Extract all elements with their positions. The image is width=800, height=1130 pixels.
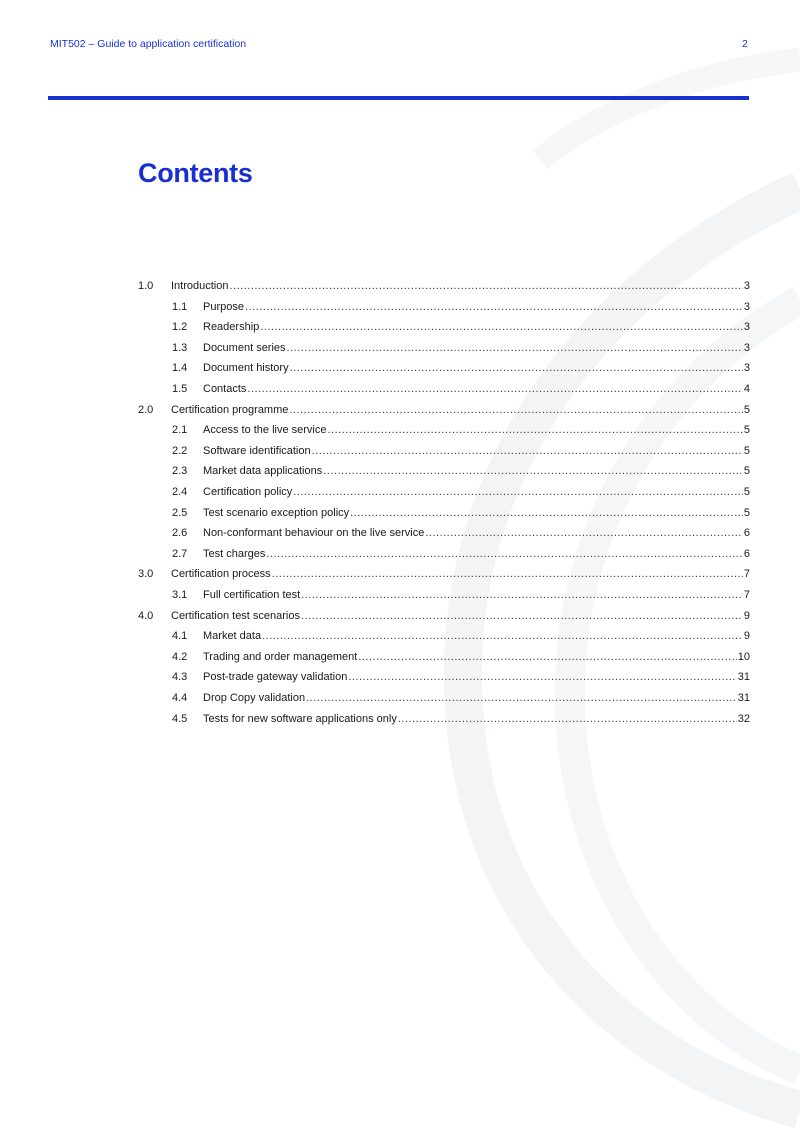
toc-entry[interactable] <box>0 400 800 420</box>
toc-entry-number: 2.0 <box>138 403 154 416</box>
toc-entry[interactable] <box>0 667 800 687</box>
toc-entry[interactable] <box>0 647 800 667</box>
toc-entry-label: Contacts <box>203 383 247 395</box>
toc-entry[interactable] <box>0 358 800 378</box>
toc-entry-label: Document history <box>203 362 289 375</box>
toc-entry-page: 3 <box>743 280 750 292</box>
toc-entry-number: 2.6 <box>172 527 188 540</box>
toc-entry-page: 5 <box>743 486 750 498</box>
toc-entry-number: 2.1 <box>172 424 188 437</box>
toc-entry-link[interactable] <box>171 564 750 584</box>
toc-dot-leader <box>260 317 743 337</box>
toc-entry-page: 3 <box>743 341 750 354</box>
toc-entry[interactable] <box>0 317 800 337</box>
toc-entry-page: 3 <box>743 321 750 334</box>
toc-dot-leader <box>247 379 742 399</box>
toc-entry-link[interactable] <box>203 667 750 687</box>
toc-entry[interactable] <box>0 276 800 296</box>
toc-dot-leader <box>245 297 743 317</box>
toc-entry-number: 4.3 <box>172 671 188 684</box>
toc-entry-label: Introduction <box>171 280 229 292</box>
toc-dot-leader <box>229 276 742 296</box>
toc-entry-link[interactable] <box>171 400 750 420</box>
toc-entry-number: 3.0 <box>138 568 154 581</box>
toc-entry-link[interactable] <box>203 544 750 564</box>
toc-entry-page: 3 <box>743 362 750 375</box>
toc-entry-page: 5 <box>743 444 750 457</box>
toc-entry-page: 7 <box>743 589 750 601</box>
toc-entry[interactable] <box>0 688 800 708</box>
toc-entry[interactable] <box>0 441 800 461</box>
toc-entry-page: 10 <box>737 650 750 663</box>
toc-dot-leader <box>287 338 743 358</box>
header-document-title: MIT502 – Guide to application certification <box>50 38 247 50</box>
toc-entry-link[interactable] <box>203 420 750 440</box>
toc-entry-number: 4.0 <box>138 609 154 622</box>
toc-dot-leader <box>289 400 743 420</box>
toc-entry-link[interactable] <box>203 358 750 378</box>
toc-entry-label: Market data <box>203 630 262 643</box>
toc-dot-leader <box>358 647 736 667</box>
toc-entry-label: Certification policy <box>203 486 293 498</box>
toc-entry[interactable] <box>0 626 800 646</box>
toc-entry[interactable] <box>0 503 800 523</box>
toc-entry-link[interactable] <box>203 647 750 667</box>
toc-entry-number: 4.4 <box>172 692 188 704</box>
toc-entry-page: 5 <box>743 465 750 478</box>
toc-dot-leader <box>328 420 743 440</box>
toc-entry-label: Post-trade gateway validation <box>203 671 348 684</box>
toc-entry-link[interactable] <box>203 503 750 523</box>
toc-entry-number: 1.2 <box>172 321 188 334</box>
toc-entry-number: 1.5 <box>172 383 188 395</box>
toc-entry-link[interactable] <box>203 317 750 337</box>
toc-entry-number: 2.2 <box>172 444 188 457</box>
toc-entry-link[interactable] <box>171 606 750 626</box>
toc-entry-link[interactable] <box>203 626 750 646</box>
toc-entry-number: 2.3 <box>172 465 188 478</box>
page-title: Contents <box>138 158 253 188</box>
toc-entry-number: 1.4 <box>172 362 188 375</box>
toc-entry-link[interactable] <box>203 585 750 605</box>
toc-entry-label: Test charges <box>203 547 266 560</box>
toc-dot-leader <box>266 544 743 564</box>
toc-dot-leader <box>312 441 743 461</box>
toc-dot-leader <box>272 564 743 584</box>
toc-entry-page: 5 <box>743 424 750 437</box>
toc-dot-leader <box>425 523 743 543</box>
toc-dot-leader <box>290 358 743 378</box>
toc-entry[interactable] <box>0 564 800 584</box>
toc-dot-leader <box>306 688 737 708</box>
toc-entry-number: 1.3 <box>172 341 188 354</box>
toc-entry-number: 4.1 <box>172 630 188 643</box>
toc-entry[interactable] <box>0 461 800 481</box>
toc-entry-link[interactable] <box>203 482 750 502</box>
toc-entry-label: Tests for new software applications only <box>203 712 397 725</box>
header-page-number: 2 <box>742 38 748 50</box>
toc-entry-label: Full certification test <box>203 589 301 601</box>
toc-entry-link[interactable] <box>171 276 750 296</box>
toc-entry-link[interactable] <box>203 709 750 729</box>
toc-entry[interactable] <box>0 709 800 729</box>
toc-entry-label: Purpose <box>203 300 244 313</box>
toc-dot-leader <box>293 482 743 502</box>
toc-entry-page: 7 <box>743 568 750 581</box>
toc-entry-link[interactable] <box>203 338 750 358</box>
toc-entry[interactable] <box>0 544 800 564</box>
toc-entry-label: Document series <box>203 341 286 354</box>
toc-dot-leader <box>323 461 743 481</box>
toc-entry-page: 5 <box>743 403 750 416</box>
toc-entry[interactable] <box>0 297 800 317</box>
toc-entry[interactable] <box>0 379 800 399</box>
toc-entry-link[interactable] <box>203 441 750 461</box>
toc-entry-number: 2.5 <box>172 506 188 519</box>
toc-entry-page: 6 <box>743 527 750 540</box>
toc-entry-label: Readership <box>203 321 260 334</box>
toc-entry-link[interactable] <box>203 523 750 543</box>
toc-entry-label: Software identification <box>203 444 311 457</box>
toc-entry[interactable] <box>0 338 800 358</box>
toc-entry-page: 5 <box>743 506 750 519</box>
toc-entry-page: 9 <box>743 630 750 643</box>
toc-entry-number: 4.5 <box>172 712 188 725</box>
toc-entry-number: 1.1 <box>172 300 188 313</box>
toc-entry-number: 1.0 <box>138 280 154 292</box>
toc-dot-leader <box>262 626 743 646</box>
toc-entry-label: Access to the live service <box>203 424 327 437</box>
toc-entry-page: 31 <box>737 671 750 684</box>
toc-entry-link[interactable] <box>203 297 750 317</box>
toc-entry-number: 3.1 <box>172 589 188 601</box>
toc-entry[interactable] <box>0 482 800 502</box>
header-rule <box>48 96 749 100</box>
toc-entry-link[interactable] <box>203 461 750 481</box>
toc-entry-label: Drop Copy validation <box>203 692 306 704</box>
toc-dot-leader <box>348 667 736 687</box>
toc-entry-label: Trading and order management <box>203 650 358 663</box>
toc-entry-link[interactable] <box>203 688 750 708</box>
toc-entry-label: Test scenario exception policy <box>203 506 350 519</box>
toc-dot-leader <box>398 709 737 729</box>
toc-dot-leader <box>350 503 743 523</box>
toc-entry-label: Market data applications <box>203 465 323 478</box>
toc-entry-page: 9 <box>743 609 750 622</box>
toc-entry-page: 4 <box>743 383 750 395</box>
toc-entry[interactable] <box>0 523 800 543</box>
toc-entry-page: 31 <box>737 692 750 704</box>
toc-dot-leader <box>301 585 743 605</box>
toc-entry-number: 2.4 <box>172 486 188 498</box>
toc-entry-link[interactable] <box>203 379 750 399</box>
toc-entry-page: 32 <box>737 712 750 725</box>
toc-entry-page: 3 <box>743 300 750 313</box>
toc-entry-number: 2.7 <box>172 547 188 560</box>
toc-entry-label: Certification test scenarios <box>171 609 300 622</box>
toc-dot-leader <box>301 606 743 626</box>
toc-entry-page: 6 <box>743 547 750 560</box>
toc-entry-label: Non-conformant behaviour on the live service <box>203 527 425 540</box>
toc-entry-label: Certification process <box>171 568 271 581</box>
toc-entry-label: Certification programme <box>171 403 289 416</box>
toc-entry[interactable] <box>0 585 800 605</box>
toc-entry[interactable] <box>0 420 800 440</box>
toc-entry[interactable] <box>0 606 800 626</box>
toc-entry-number: 4.2 <box>172 650 188 663</box>
